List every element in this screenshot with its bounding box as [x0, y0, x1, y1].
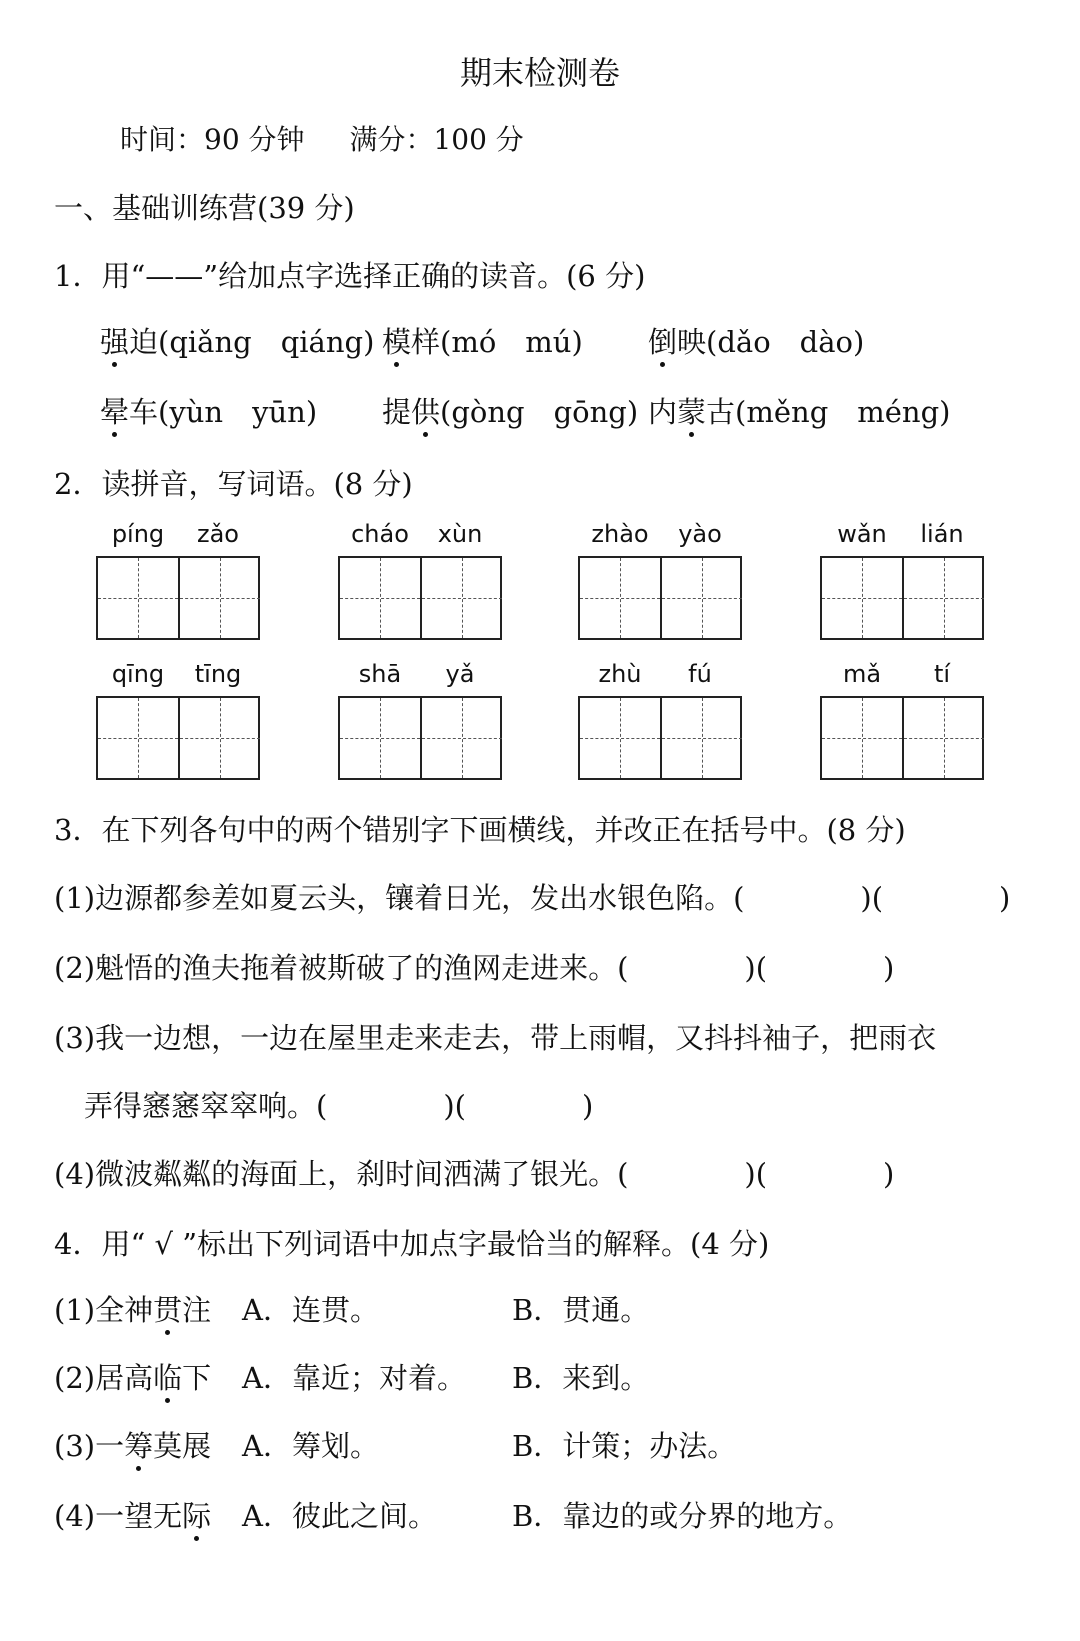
pinyin-label: shā — [358, 660, 402, 688]
guide-line-vertical — [862, 698, 863, 778]
dotted-char: 模 — [382, 320, 411, 361]
writing-cell[interactable] — [178, 698, 260, 778]
guide-line-vertical — [944, 558, 945, 638]
q1-item-3: 倒映(dǎo dào) — [648, 320, 864, 361]
exam-meta — [120, 118, 560, 158]
q4-item-3-option-a: A．筹划。 — [242, 1429, 379, 1463]
writing-cell[interactable] — [98, 558, 178, 638]
q4-item-4: (4)一望无际 — [54, 1494, 211, 1535]
q3-sentence-3: (3)我一边想，一边在屋里走来走去，带上雨帽，又抖抖袖子，把雨衣 — [54, 1021, 937, 1055]
dotted-char: 蒙 — [677, 390, 706, 431]
writing-cell[interactable] — [822, 558, 902, 638]
pinyin-label: zhào — [591, 520, 649, 548]
dotted-char: 际 — [182, 1494, 211, 1535]
q1-item-1: 强迫(qiǎng qiáng) — [100, 320, 374, 361]
dotted-char: 倒 — [648, 320, 677, 361]
guide-line-vertical — [620, 558, 621, 638]
q4-item-1: (1)全神贯注 — [54, 1288, 211, 1329]
pinyin-label: xùn — [437, 520, 483, 548]
guide-line-vertical — [944, 698, 945, 778]
writing-cell[interactable] — [580, 558, 660, 638]
q1-item-4: 晕车(yùn yūn) — [100, 390, 317, 431]
dotted-char: 筹 — [124, 1424, 153, 1465]
guide-line-vertical — [220, 698, 221, 778]
q4-item-2: (2)居高临下 — [54, 1356, 211, 1397]
writing-cell[interactable] — [660, 558, 742, 638]
pinyin-label: zǎo — [197, 520, 239, 548]
dotted-char: 晕 — [100, 390, 129, 431]
guide-line-vertical — [862, 558, 863, 638]
writing-cell[interactable] — [420, 698, 502, 778]
pinyin-label: píng — [111, 520, 165, 548]
q4-item-4-option-a: A．彼此之间。 — [242, 1499, 437, 1533]
dotted-char: 强 — [100, 320, 129, 361]
q4-item-1-option-a: A．连贯。 — [242, 1293, 379, 1327]
writing-grid[interactable] — [820, 556, 984, 640]
pinyin-label: lián — [920, 520, 964, 548]
q1-item-5: 提供(gòng gōng) — [382, 390, 638, 431]
dotted-char: 临 — [153, 1356, 182, 1397]
guide-line-vertical — [220, 558, 221, 638]
q1-item-6: 内蒙古(měng méng) — [648, 390, 950, 431]
question-3-prompt: 3．在下列各句中的两个错别字下画横线，并改正在括号中。(8 分) — [54, 813, 906, 847]
question-1-prompt: 1．用“——”给加点字选择正确的读音。(6 分) — [54, 259, 646, 293]
guide-line-vertical — [702, 558, 703, 638]
time-limit: 时间：90 分钟 — [120, 123, 305, 156]
writing-grid[interactable] — [96, 556, 260, 640]
writing-grid[interactable] — [578, 696, 742, 780]
guide-line-vertical — [462, 558, 463, 638]
guide-line-vertical — [702, 698, 703, 778]
dotted-char: 供 — [411, 390, 440, 431]
writing-grid[interactable] — [96, 696, 260, 780]
pinyin-label: tīng — [194, 660, 242, 688]
dotted-char: 贯 — [153, 1288, 182, 1329]
question-2-prompt: 2．读拼音，写词语。(8 分) — [54, 467, 413, 501]
pinyin-label: mǎ — [842, 660, 882, 688]
q3-sentence-1: (1)边源都参差如夏云头，镶着日光，发出水银色陷。( )( ) — [54, 881, 1011, 915]
q4-item-2-option-a: A．靠近；对着。 — [242, 1361, 466, 1395]
writing-cell[interactable] — [420, 558, 502, 638]
writing-cell[interactable] — [902, 698, 984, 778]
writing-cell[interactable] — [660, 698, 742, 778]
pinyin-label: qīng — [111, 660, 165, 688]
writing-grid[interactable] — [578, 556, 742, 640]
writing-cell[interactable] — [178, 558, 260, 638]
writing-grid[interactable] — [338, 556, 502, 640]
q3-sentence-4: (4)微波粼粼的海面上，刹时间洒满了银光。( )( ) — [54, 1157, 895, 1191]
q4-item-1-option-b: B．贯通。 — [512, 1293, 650, 1327]
guide-line-vertical — [380, 698, 381, 778]
guide-line-vertical — [462, 698, 463, 778]
writing-cell[interactable] — [902, 558, 984, 638]
writing-cell[interactable] — [580, 698, 660, 778]
pinyin-label: tí — [933, 660, 951, 688]
q4-item-3-option-b: B．计策；办法。 — [512, 1429, 737, 1463]
writing-grid[interactable] — [820, 696, 984, 780]
pinyin-label: fú — [688, 660, 712, 688]
pinyin-label: yào — [678, 520, 722, 548]
q4-item-4-option-b: B．靠边的或分界的地方。 — [512, 1499, 853, 1533]
question-4-prompt: 4．用“ √ ”标出下列词语中加点字最恰当的解释。(4 分) — [54, 1227, 770, 1261]
pinyin-label: yǎ — [445, 660, 475, 688]
q1-item-2: 模样(mó mú) — [382, 320, 583, 361]
guide-line-vertical — [380, 558, 381, 638]
writing-cell[interactable] — [822, 698, 902, 778]
writing-cell[interactable] — [98, 698, 178, 778]
full-score: 满分：100 分 — [349, 123, 524, 156]
writing-cell[interactable] — [340, 698, 420, 778]
q3-sentence-2: (2)魁悟的渔夫拖着被斯破了的渔网走进来。( )( ) — [54, 951, 895, 985]
page-title: 期末检测卷 — [459, 54, 620, 92]
pinyin-label: cháo — [351, 520, 409, 548]
q3-sentence-3-cont: 弄得窸窸窣窣响。( )( ) — [84, 1089, 594, 1123]
section-heading: 一、基础训练营(39 分) — [54, 191, 355, 225]
guide-line-vertical — [620, 698, 621, 778]
q4-item-2-option-b: B．来到。 — [512, 1361, 650, 1395]
pinyin-label: zhù — [598, 660, 642, 688]
guide-line-vertical — [138, 558, 139, 638]
pinyin-label: wǎn — [837, 520, 887, 548]
guide-line-vertical — [138, 698, 139, 778]
q4-item-3: (3)一筹莫展 — [54, 1424, 211, 1465]
writing-cell[interactable] — [340, 558, 420, 638]
writing-grid[interactable] — [338, 696, 502, 780]
